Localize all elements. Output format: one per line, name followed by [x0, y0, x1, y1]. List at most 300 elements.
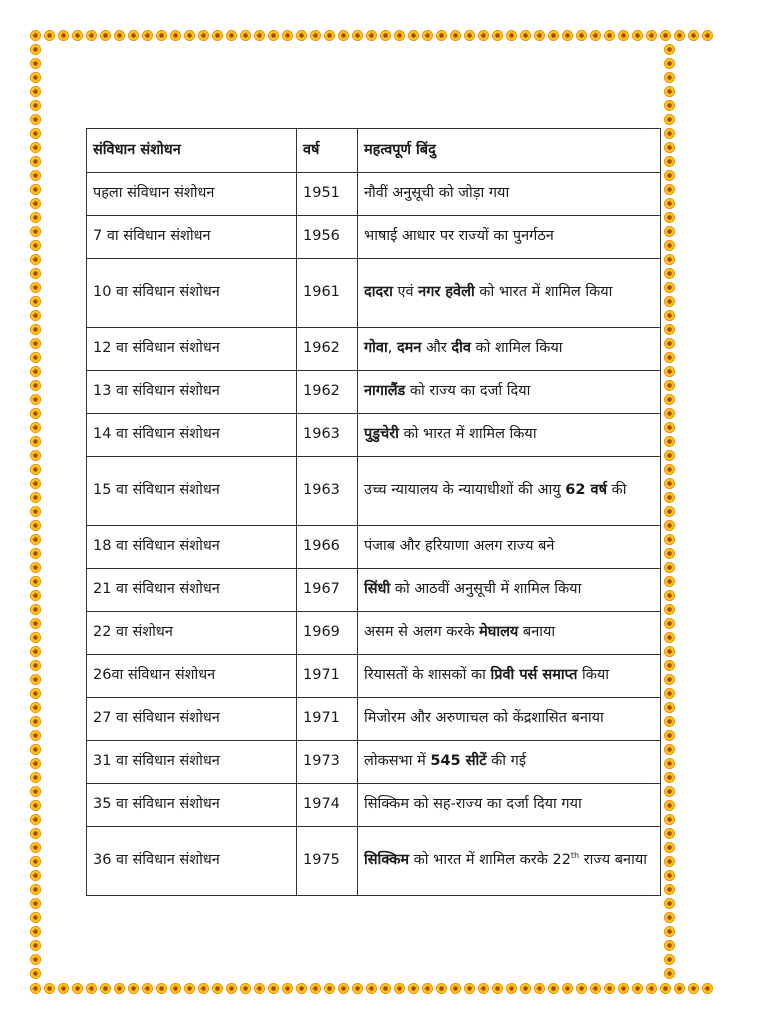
- key-point-text: असम से अलग करके: [364, 624, 480, 641]
- flower-ornament-icon: [664, 464, 675, 475]
- key-point-text: ,: [387, 340, 397, 357]
- flower-ornament-icon: [30, 450, 41, 461]
- flower-ornament-icon: [310, 30, 321, 41]
- flower-ornament-icon: [664, 436, 675, 447]
- flower-ornament-icon: [142, 30, 153, 41]
- flower-ornament-icon: [664, 954, 675, 965]
- header-year: वर्ष: [297, 129, 358, 173]
- flower-ornament-icon: [664, 128, 675, 139]
- key-point-text: को भारत में शामिल करके 22: [409, 852, 571, 869]
- key-point-text: एवं: [392, 284, 419, 301]
- flower-ornament-icon: [30, 814, 41, 825]
- key-point-cell: [358, 328, 661, 371]
- flower-ornament-icon: [664, 72, 675, 83]
- flower-ornament-icon: [534, 30, 545, 41]
- year-cell: 1951: [297, 173, 358, 216]
- flower-ornament-icon: [664, 870, 675, 881]
- flower-ornament-icon: [30, 646, 41, 657]
- flower-ornament-icon: [30, 912, 41, 923]
- flower-ornament-icon: [590, 30, 601, 41]
- flower-ornament-icon: [478, 30, 489, 41]
- flower-ornament-icon: [30, 184, 41, 195]
- year-cell: 1975: [297, 827, 358, 896]
- amendment-cell: 10 वा संविधान संशोधन: [87, 259, 297, 328]
- header-amendment: संविधान संशोधन: [87, 129, 297, 173]
- flower-ornament-icon: [114, 983, 125, 994]
- flower-ornament-icon: [30, 254, 41, 265]
- key-point-text: और: [421, 340, 452, 357]
- flower-ornament-icon: [30, 800, 41, 811]
- key-point-cell: [358, 655, 661, 698]
- flower-ornament-icon: [44, 30, 55, 41]
- decorative-border-bottom: [28, 981, 676, 995]
- flower-ornament-icon: [366, 30, 377, 41]
- flower-ornament-icon: [380, 30, 391, 41]
- flower-ornament-icon: [30, 142, 41, 153]
- amendment-cell: 36 वा संविधान संशोधन: [87, 827, 297, 896]
- flower-ornament-icon: [520, 30, 531, 41]
- flower-ornament-icon: [422, 983, 433, 994]
- key-point-text: को शामिल किया: [470, 340, 563, 357]
- flower-ornament-icon: [394, 983, 405, 994]
- key-point-cell: [358, 784, 661, 827]
- flower-ornament-icon: [30, 464, 41, 475]
- key-point-highlight: मेघालय: [479, 624, 519, 641]
- year-cell: 1969: [297, 612, 358, 655]
- flower-ornament-icon: [338, 983, 349, 994]
- flower-ornament-icon: [664, 198, 675, 209]
- flower-ornament-icon: [702, 983, 713, 994]
- flower-ornament-icon: [30, 870, 41, 881]
- flower-ornament-icon: [240, 30, 251, 41]
- flower-ornament-icon: [664, 380, 675, 391]
- flower-ornament-icon: [170, 30, 181, 41]
- amendment-cell: 22 वा संशोधन: [87, 612, 297, 655]
- flower-ornament-icon: [30, 688, 41, 699]
- amendment-cell: 31 वा संविधान संशोधन: [87, 741, 297, 784]
- flower-ornament-icon: [688, 30, 699, 41]
- flower-ornament-icon: [408, 983, 419, 994]
- year-cell: 1971: [297, 698, 358, 741]
- flower-ornament-icon: [664, 744, 675, 755]
- flower-ornament-icon: [664, 44, 675, 55]
- flower-ornament-icon: [58, 983, 69, 994]
- flower-ornament-icon: [664, 450, 675, 461]
- flower-ornament-icon: [664, 338, 675, 349]
- flower-ornament-icon: [254, 30, 265, 41]
- flower-ornament-icon: [436, 983, 447, 994]
- flower-ornament-icon: [664, 296, 675, 307]
- flower-ornament-icon: [464, 983, 475, 994]
- flower-ornament-icon: [660, 30, 671, 41]
- flower-ornament-icon: [664, 226, 675, 237]
- flower-ornament-icon: [156, 30, 167, 41]
- key-point-text: रियासतों के शासकों का: [364, 667, 491, 684]
- flower-ornament-icon: [664, 898, 675, 909]
- flower-ornament-icon: [254, 983, 265, 994]
- table-row: [87, 526, 661, 569]
- flower-ornament-icon: [30, 744, 41, 755]
- flower-ornament-icon: [282, 983, 293, 994]
- flower-ornament-icon: [198, 30, 209, 41]
- key-point-cell: [358, 569, 661, 612]
- year-cell: 1956: [297, 216, 358, 259]
- flower-ornament-icon: [296, 983, 307, 994]
- table-row: [87, 414, 661, 457]
- flower-ornament-icon: [664, 660, 675, 671]
- flower-ornament-icon: [664, 618, 675, 629]
- flower-ornament-icon: [30, 86, 41, 97]
- flower-ornament-icon: [30, 548, 41, 559]
- amendment-cell: 21 वा संविधान संशोधन: [87, 569, 297, 612]
- key-point-cell: [358, 526, 661, 569]
- amendment-cell: 13 वा संविधान संशोधन: [87, 371, 297, 414]
- flower-ornament-icon: [548, 983, 559, 994]
- flower-ornament-icon: [632, 983, 643, 994]
- flower-ornament-icon: [30, 562, 41, 573]
- flower-ornament-icon: [492, 983, 503, 994]
- flower-ornament-icon: [72, 983, 83, 994]
- year-cell: 1963: [297, 414, 358, 457]
- flower-ornament-icon: [324, 30, 335, 41]
- flower-ornament-icon: [30, 268, 41, 279]
- flower-ornament-icon: [664, 86, 675, 97]
- flower-ornament-icon: [576, 983, 587, 994]
- key-point-cell: [358, 612, 661, 655]
- flower-ornament-icon: [548, 30, 559, 41]
- flower-ornament-icon: [450, 983, 461, 994]
- table-row: [87, 259, 661, 328]
- key-point-highlight: सिक्किम: [364, 852, 410, 869]
- flower-ornament-icon: [618, 983, 629, 994]
- flower-ornament-icon: [664, 520, 675, 531]
- flower-ornament-icon: [702, 30, 713, 41]
- flower-ornament-icon: [30, 842, 41, 853]
- flower-ornament-icon: [408, 30, 419, 41]
- decorative-border-right: [662, 42, 676, 981]
- flower-ornament-icon: [282, 30, 293, 41]
- key-point-text: भाषाई आधार पर राज्यों का पुनर्गठन: [364, 228, 554, 245]
- flower-ornament-icon: [506, 30, 517, 41]
- flower-ornament-icon: [366, 983, 377, 994]
- flower-ornament-icon: [664, 800, 675, 811]
- amendment-cell: 12 वा संविधान संशोधन: [87, 328, 297, 371]
- flower-ornament-icon: [664, 254, 675, 265]
- flower-ornament-icon: [352, 30, 363, 41]
- flower-ornament-icon: [664, 646, 675, 657]
- flower-ornament-icon: [30, 72, 41, 83]
- year-cell: 1974: [297, 784, 358, 827]
- flower-ornament-icon: [30, 408, 41, 419]
- table-row: [87, 827, 661, 896]
- key-point-cell: [358, 259, 661, 328]
- key-point-text: th: [570, 851, 580, 861]
- flower-ornament-icon: [30, 30, 41, 41]
- key-point-text: मिजोरम और अरुणाचल को केंद्रशासित बनाया: [364, 710, 604, 727]
- flower-ornament-icon: [30, 492, 41, 503]
- flower-ornament-icon: [30, 786, 41, 797]
- flower-ornament-icon: [30, 352, 41, 363]
- flower-ornament-icon: [664, 926, 675, 937]
- flower-ornament-icon: [30, 212, 41, 223]
- flower-ornament-icon: [30, 674, 41, 685]
- amendments-table: [86, 128, 661, 896]
- flower-ornament-icon: [664, 674, 675, 685]
- key-point-text: नौवीं अनुसूची को जोड़ा गया: [364, 185, 510, 202]
- flower-ornament-icon: [30, 422, 41, 433]
- key-point-cell: [358, 457, 661, 526]
- table-row: [87, 741, 661, 784]
- flower-ornament-icon: [664, 786, 675, 797]
- flower-ornament-icon: [664, 408, 675, 419]
- flower-ornament-icon: [86, 30, 97, 41]
- flower-ornament-icon: [664, 758, 675, 769]
- flower-ornament-icon: [30, 366, 41, 377]
- flower-ornament-icon: [226, 983, 237, 994]
- table-row: [87, 784, 661, 827]
- key-point-cell: [358, 173, 661, 216]
- flower-ornament-icon: [664, 506, 675, 517]
- decorative-border-top: [28, 28, 676, 42]
- flower-ornament-icon: [664, 534, 675, 545]
- amendment-cell: 15 वा संविधान संशोधन: [87, 457, 297, 526]
- key-point-text: की गई: [486, 753, 526, 770]
- key-point-cell: [358, 414, 661, 457]
- year-cell: 1967: [297, 569, 358, 612]
- table-row: [87, 328, 661, 371]
- flower-ornament-icon: [436, 30, 447, 41]
- flower-ornament-icon: [562, 30, 573, 41]
- flower-ornament-icon: [100, 983, 111, 994]
- flower-ornament-icon: [664, 702, 675, 713]
- key-point-text: को आठवीं अनुसूची में शामिल किया: [390, 581, 582, 598]
- flower-ornament-icon: [664, 912, 675, 923]
- key-point-text: की: [606, 482, 627, 499]
- flower-ornament-icon: [30, 716, 41, 727]
- key-point-highlight: दीव: [451, 340, 471, 357]
- flower-ornament-icon: [664, 352, 675, 363]
- flower-ornament-icon: [30, 44, 41, 55]
- key-point-text: सिक्किम को सह-राज्य का दर्जा दिया गया: [364, 796, 582, 813]
- flower-ornament-icon: [30, 506, 41, 517]
- table-row: [87, 569, 661, 612]
- flower-ornament-icon: [30, 618, 41, 629]
- table-row: [87, 655, 661, 698]
- year-cell: 1962: [297, 328, 358, 371]
- flower-ornament-icon: [632, 30, 643, 41]
- flower-ornament-icon: [520, 983, 531, 994]
- flower-ornament-icon: [30, 226, 41, 237]
- key-point-text: किया: [577, 667, 610, 684]
- flower-ornament-icon: [30, 632, 41, 643]
- flower-ornament-icon: [30, 660, 41, 671]
- flower-ornament-icon: [664, 170, 675, 181]
- flower-ornament-icon: [30, 436, 41, 447]
- flower-ornament-icon: [30, 604, 41, 615]
- flower-ornament-icon: [30, 58, 41, 69]
- flower-ornament-icon: [590, 983, 601, 994]
- year-cell: 1973: [297, 741, 358, 784]
- key-point-text: पंजाब और हरियाणा अलग राज्य बने: [364, 538, 555, 555]
- flower-ornament-icon: [664, 548, 675, 559]
- flower-ornament-icon: [72, 30, 83, 41]
- key-point-cell: [358, 216, 661, 259]
- flower-ornament-icon: [674, 30, 685, 41]
- flower-ornament-icon: [664, 576, 675, 587]
- flower-ornament-icon: [30, 128, 41, 139]
- flower-ornament-icon: [664, 716, 675, 727]
- amendment-cell: 7 वा संविधान संशोधन: [87, 216, 297, 259]
- flower-ornament-icon: [664, 394, 675, 405]
- flower-ornament-icon: [646, 983, 657, 994]
- key-point-text: को भारत में शामिल किया: [474, 284, 613, 301]
- flower-ornament-icon: [338, 30, 349, 41]
- flower-ornament-icon: [664, 422, 675, 433]
- flower-ornament-icon: [688, 983, 699, 994]
- flower-ornament-icon: [664, 814, 675, 825]
- key-point-text: राज्य बनाया: [579, 852, 647, 869]
- flower-ornament-icon: [664, 156, 675, 167]
- key-point-highlight: दमन: [396, 340, 422, 357]
- flower-ornament-icon: [30, 926, 41, 937]
- key-point-highlight: सिंधी: [364, 581, 391, 598]
- flower-ornament-icon: [664, 114, 675, 125]
- flower-ornament-icon: [664, 562, 675, 573]
- key-point-text: को भारत में शामिल किया: [398, 426, 537, 443]
- flower-ornament-icon: [324, 983, 335, 994]
- flower-ornament-icon: [664, 240, 675, 251]
- flower-ornament-icon: [664, 282, 675, 293]
- flower-ornament-icon: [422, 30, 433, 41]
- flower-ornament-icon: [30, 394, 41, 405]
- flower-ornament-icon: [30, 100, 41, 111]
- flower-ornament-icon: [664, 58, 675, 69]
- flower-ornament-icon: [30, 884, 41, 895]
- flower-ornament-icon: [114, 30, 125, 41]
- key-point-highlight: 545 सीटें: [430, 753, 487, 770]
- flower-ornament-icon: [212, 983, 223, 994]
- flower-ornament-icon: [30, 324, 41, 335]
- flower-ornament-icon: [30, 198, 41, 209]
- flower-ornament-icon: [184, 983, 195, 994]
- flower-ornament-icon: [576, 30, 587, 41]
- flower-ornament-icon: [664, 100, 675, 111]
- flower-ornament-icon: [464, 30, 475, 41]
- flower-ornament-icon: [30, 758, 41, 769]
- flower-ornament-icon: [664, 828, 675, 839]
- flower-ornament-icon: [664, 324, 675, 335]
- key-point-highlight: गोवा: [364, 340, 388, 357]
- flower-ornament-icon: [664, 366, 675, 377]
- flower-ornament-icon: [30, 983, 41, 994]
- flower-ornament-icon: [30, 296, 41, 307]
- amendment-cell: 18 वा संविधान संशोधन: [87, 526, 297, 569]
- flower-ornament-icon: [268, 983, 279, 994]
- key-point-highlight: 62 वर्ष: [565, 482, 607, 499]
- flower-ornament-icon: [394, 30, 405, 41]
- key-point-cell: [358, 741, 661, 784]
- flower-ornament-icon: [30, 282, 41, 293]
- flower-ornament-icon: [30, 310, 41, 321]
- flower-ornament-icon: [30, 828, 41, 839]
- flower-ornament-icon: [664, 940, 675, 951]
- flower-ornament-icon: [30, 730, 41, 741]
- flower-ornament-icon: [30, 590, 41, 601]
- amendment-cell: 26वा संविधान संशोधन: [87, 655, 297, 698]
- flower-ornament-icon: [664, 310, 675, 321]
- year-cell: 1961: [297, 259, 358, 328]
- flower-ornament-icon: [58, 30, 69, 41]
- key-point-highlight: पुडुचेरी: [364, 426, 399, 443]
- year-cell: 1962: [297, 371, 358, 414]
- flower-ornament-icon: [30, 520, 41, 531]
- flower-ornament-icon: [30, 968, 41, 979]
- flower-ornament-icon: [674, 983, 685, 994]
- decorative-border-left: [28, 42, 42, 981]
- flower-ornament-icon: [664, 842, 675, 853]
- flower-ornament-icon: [30, 940, 41, 951]
- flower-ornament-icon: [198, 983, 209, 994]
- flower-ornament-icon: [226, 30, 237, 41]
- flower-ornament-icon: [184, 30, 195, 41]
- flower-ornament-icon: [664, 142, 675, 153]
- flower-ornament-icon: [30, 856, 41, 867]
- flower-ornament-icon: [100, 30, 111, 41]
- key-point-cell: [358, 698, 661, 741]
- key-point-text: को राज्य का दर्जा दिया: [405, 383, 531, 400]
- flower-ornament-icon: [30, 478, 41, 489]
- flower-ornament-icon: [30, 170, 41, 181]
- header-key-points: महत्वपूर्ण बिंदु: [358, 129, 661, 173]
- amendment-cell: 14 वा संविधान संशोधन: [87, 414, 297, 457]
- flower-ornament-icon: [664, 604, 675, 615]
- table-row: [87, 216, 661, 259]
- flower-ornament-icon: [664, 730, 675, 741]
- flower-ornament-icon: [664, 632, 675, 643]
- flower-ornament-icon: [664, 590, 675, 601]
- flower-ornament-icon: [30, 702, 41, 713]
- key-point-highlight: नागालैंड: [364, 383, 406, 400]
- flower-ornament-icon: [450, 30, 461, 41]
- flower-ornament-icon: [30, 240, 41, 251]
- flower-ornament-icon: [492, 30, 503, 41]
- year-cell: 1966: [297, 526, 358, 569]
- flower-ornament-icon: [646, 30, 657, 41]
- flower-ornament-icon: [664, 968, 675, 979]
- amendment-cell: 27 वा संविधान संशोधन: [87, 698, 297, 741]
- flower-ornament-icon: [380, 983, 391, 994]
- flower-ornament-icon: [618, 30, 629, 41]
- flower-ornament-icon: [478, 983, 489, 994]
- flower-ornament-icon: [30, 380, 41, 391]
- flower-ornament-icon: [660, 983, 671, 994]
- flower-ornament-icon: [170, 983, 181, 994]
- key-point-highlight: दादरा: [364, 284, 393, 301]
- flower-ornament-icon: [310, 983, 321, 994]
- flower-ornament-icon: [30, 534, 41, 545]
- table-row: [87, 457, 661, 526]
- flower-ornament-icon: [156, 983, 167, 994]
- flower-ornament-icon: [128, 983, 139, 994]
- flower-ornament-icon: [664, 856, 675, 867]
- flower-ornament-icon: [664, 884, 675, 895]
- key-point-cell: [358, 827, 661, 896]
- flower-ornament-icon: [664, 268, 675, 279]
- flower-ornament-icon: [30, 576, 41, 587]
- table-row: [87, 173, 661, 216]
- flower-ornament-icon: [86, 983, 97, 994]
- flower-ornament-icon: [44, 983, 55, 994]
